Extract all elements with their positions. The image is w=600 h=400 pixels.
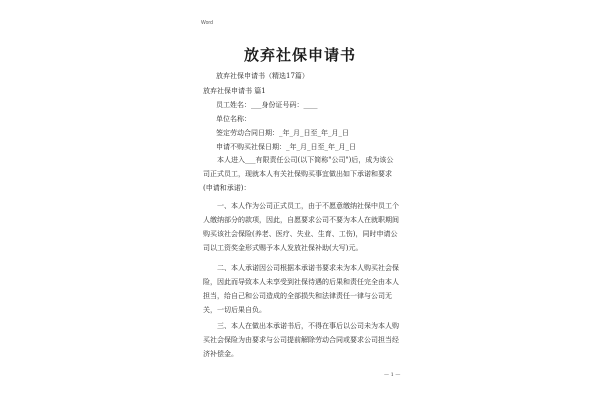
paragraph-clause-2: 二、本人承诺因公司根据本承诺书要求未为本人购买社会保险，因此而导致本人未享受到社保待遇的后果和责任完全由本人担当，给自己和公司造成的全部损失和法律责任一律与公司无关，一切后果自负。 <box>203 264 399 314</box>
section-heading: 放弃社保申请书 篇1 <box>203 87 266 95</box>
field-contract-dates: 签定劳动合同日期：_年_月_日至_年_月_日 <box>216 129 349 137</box>
paragraph-clause-1: 一、本人作为公司正式员工，由于不愿意缴纳社保中员工个人缴纳部分的款项，因此，自愿要求公司不要为本人在就职期间购买该社会保险(养老、医疗、失业、生育、工伤)，同时申请公司以工资奖金形式赐予本人发放社保补助(大写)元。 <box>203 202 399 252</box>
field-company-name: 单位名称： <box>216 115 251 123</box>
paragraph-intro: 本人进入___有限责任公司(以下简称"公司")后，成为该公司正式员工，现就本人有关社保购买事宜做出如下承诺和要求(申请和承诺)： <box>203 156 394 192</box>
app-label: Word <box>201 20 213 26</box>
document-title: 放弃社保申请书 <box>243 46 356 64</box>
page-number: — 1 — <box>384 372 401 378</box>
field-employee-name-id: 员工姓名：___身份证号码：____ <box>216 101 318 109</box>
paragraph-clause-3: 三、本人在做出本承诺书后，不得在事后以公司未为本人购买社会保险为由要求与公司提前解除劳动合同或要求公司担当经济补偿金。 <box>203 322 399 358</box>
field-no-insurance-dates: 申请不购买社保日期：_年_月_日至_年_月_日 <box>216 143 356 151</box>
document-subtitle: 放弃社保申请书（精选17篇） <box>216 72 309 80</box>
